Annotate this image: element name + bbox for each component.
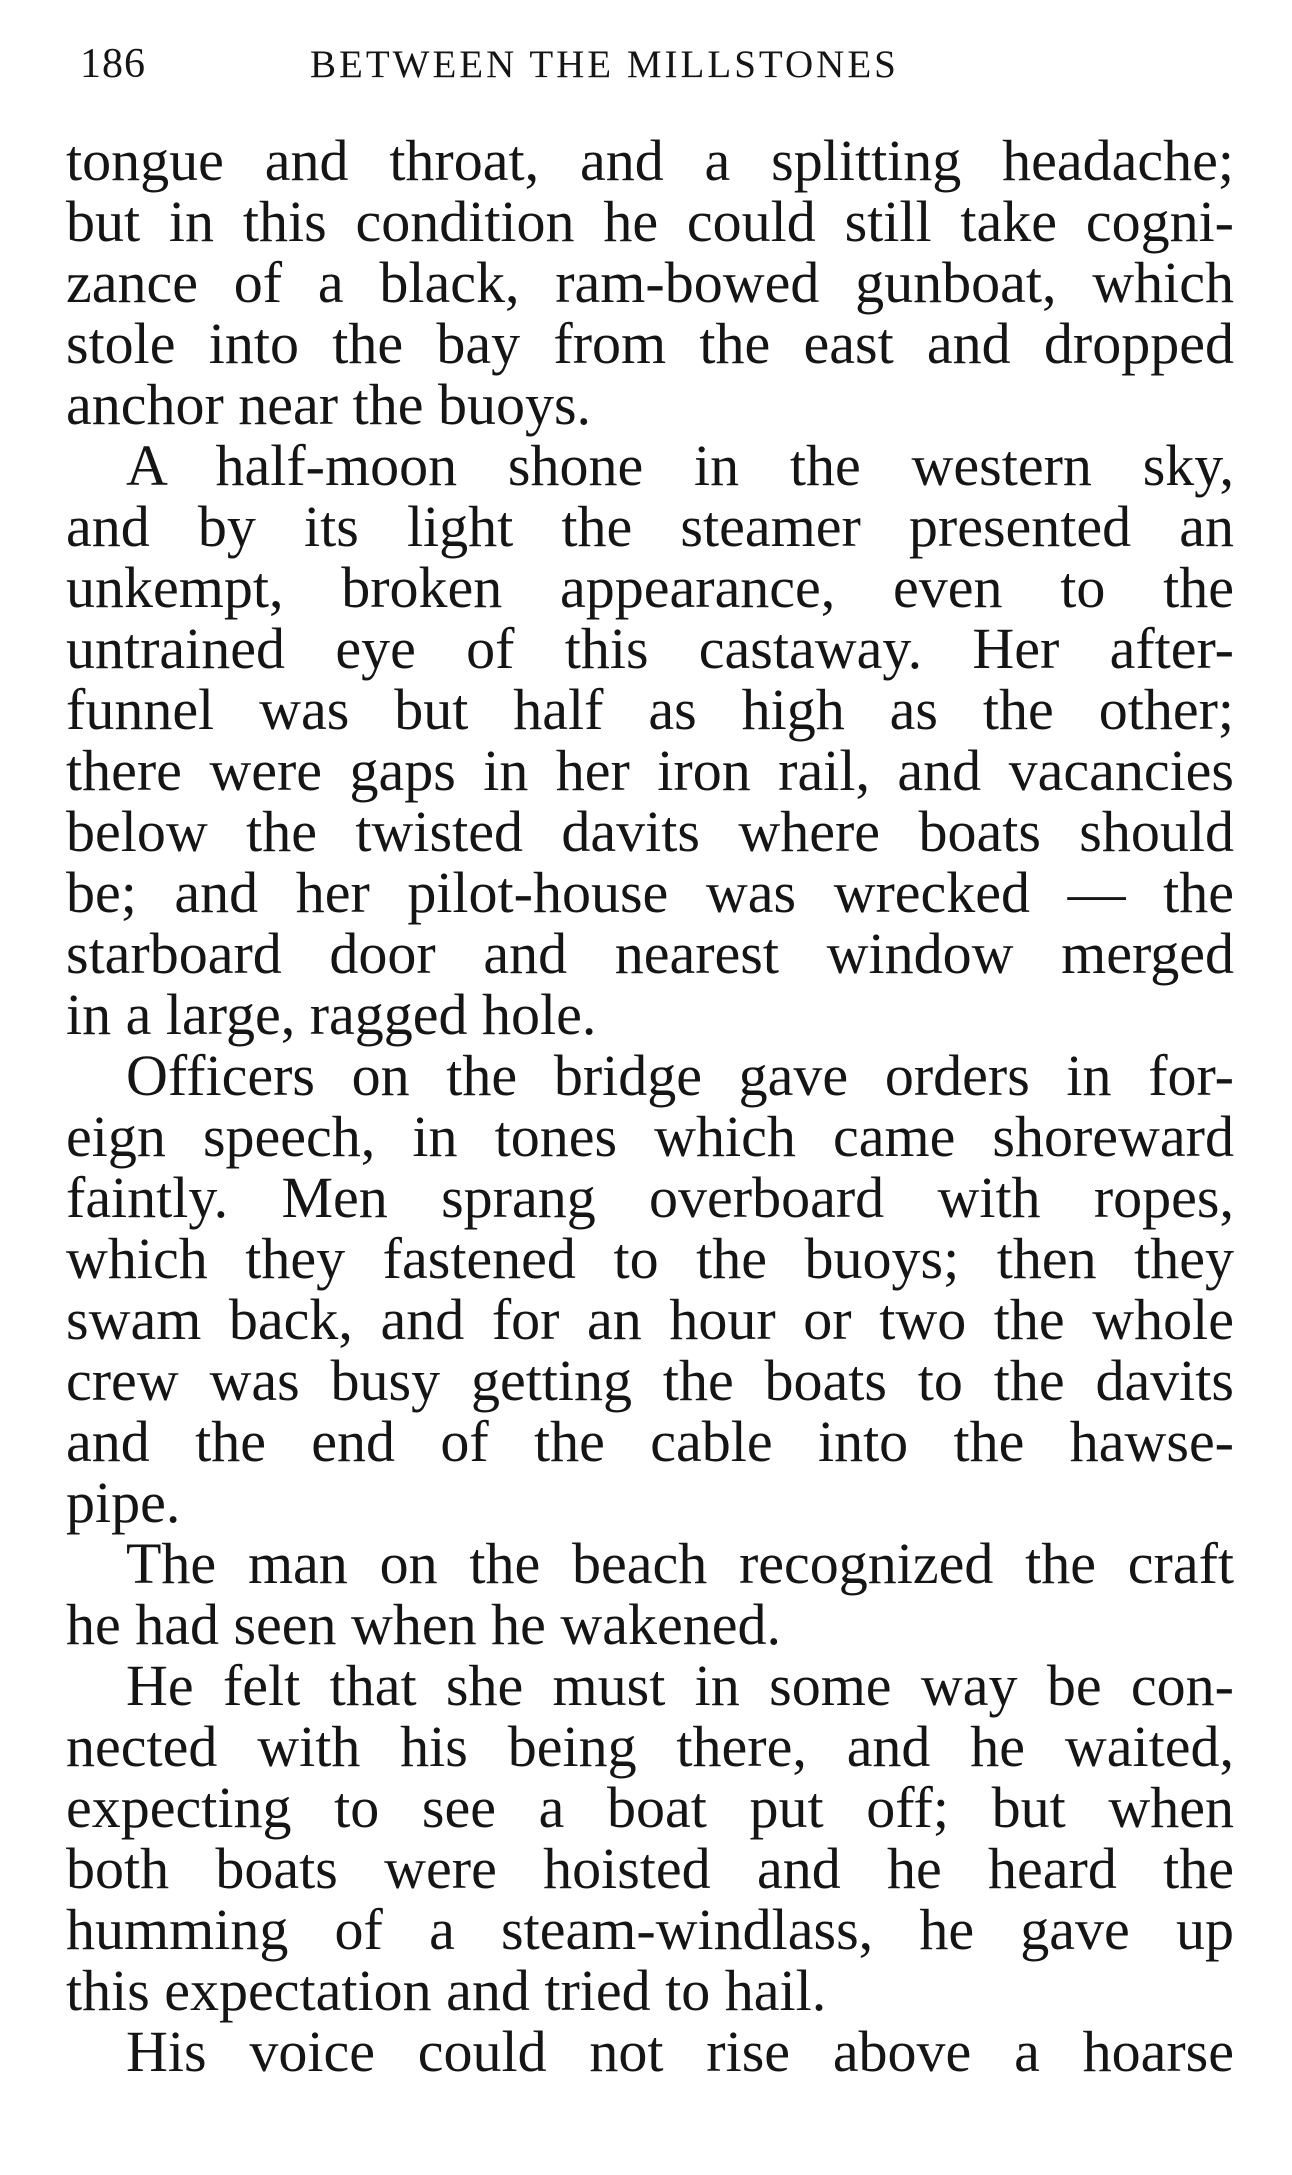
text-line: His voice could not rise above a hoarse: [126, 2019, 1234, 2084]
running-head: [80, 40, 1220, 110]
text-line: this expectation and tried to hail.: [66, 1958, 827, 2023]
text-line: untrained eye of this castaway. Her after-: [66, 616, 1234, 681]
text-line: crew was busy getting the boats to the davits: [66, 1348, 1234, 1413]
text-line: faintly. Men sprang overboard with ropes,: [66, 1165, 1234, 1230]
text-line: expecting to see a boat put off; but when: [66, 1775, 1234, 1840]
text-line: nected with his being there, and he waited,: [66, 1714, 1234, 1779]
text-line: there were gaps in her iron rail, and vacancies: [66, 738, 1234, 803]
text-line: tongue and throat, and a splitting headache;: [66, 128, 1234, 193]
text-line: He felt that she must in some way be con-: [126, 1653, 1234, 1718]
text-line: pipe.: [66, 1470, 181, 1535]
text-line: stole into the bay from the east and dropped: [66, 311, 1234, 376]
page-number: 186: [80, 41, 146, 87]
text-line: A half-moon shone in the western sky,: [126, 433, 1234, 498]
running-title: BETWEEN THE MILLSTONES: [310, 43, 899, 86]
text-line: but in this condition he could still take cogni-: [66, 189, 1234, 254]
text-line: anchor near the buoys.: [66, 372, 592, 437]
text-line: in a large, ragged hole.: [66, 982, 597, 1047]
text-line: starboard door and nearest window merged: [66, 921, 1234, 986]
text-line: both boats were hoisted and he heard the: [66, 1836, 1234, 1901]
text-line: below the twisted davits where boats should: [66, 799, 1234, 864]
body-text: [66, 130, 1234, 2082]
text-line: he had seen when he wakened.: [66, 1592, 782, 1657]
text-line: be; and her pilot-house was wrecked — the: [66, 860, 1234, 925]
text-line: Officers on the bridge gave orders in for-: [126, 1043, 1234, 1108]
text-line: unkempt, broken appearance, even to the: [66, 555, 1234, 620]
text-line: eign speech, in tones which came shoreward: [66, 1104, 1234, 1169]
text-line: and by its light the steamer presented an: [66, 494, 1234, 559]
text-line: funnel was but half as high as the other;: [66, 677, 1234, 742]
text-line: and the end of the cable into the hawse-: [66, 1409, 1234, 1474]
text-line: humming of a steam-windlass, he gave up: [66, 1897, 1234, 1962]
text-line: which they fastened to the buoys; then they: [66, 1226, 1234, 1291]
text-line: zance of a black, ram-bowed gunboat, which: [66, 250, 1234, 315]
text-line: The man on the beach recognized the craft: [126, 1531, 1234, 1596]
text-line: swam back, and for an hour or two the whole: [66, 1287, 1234, 1352]
